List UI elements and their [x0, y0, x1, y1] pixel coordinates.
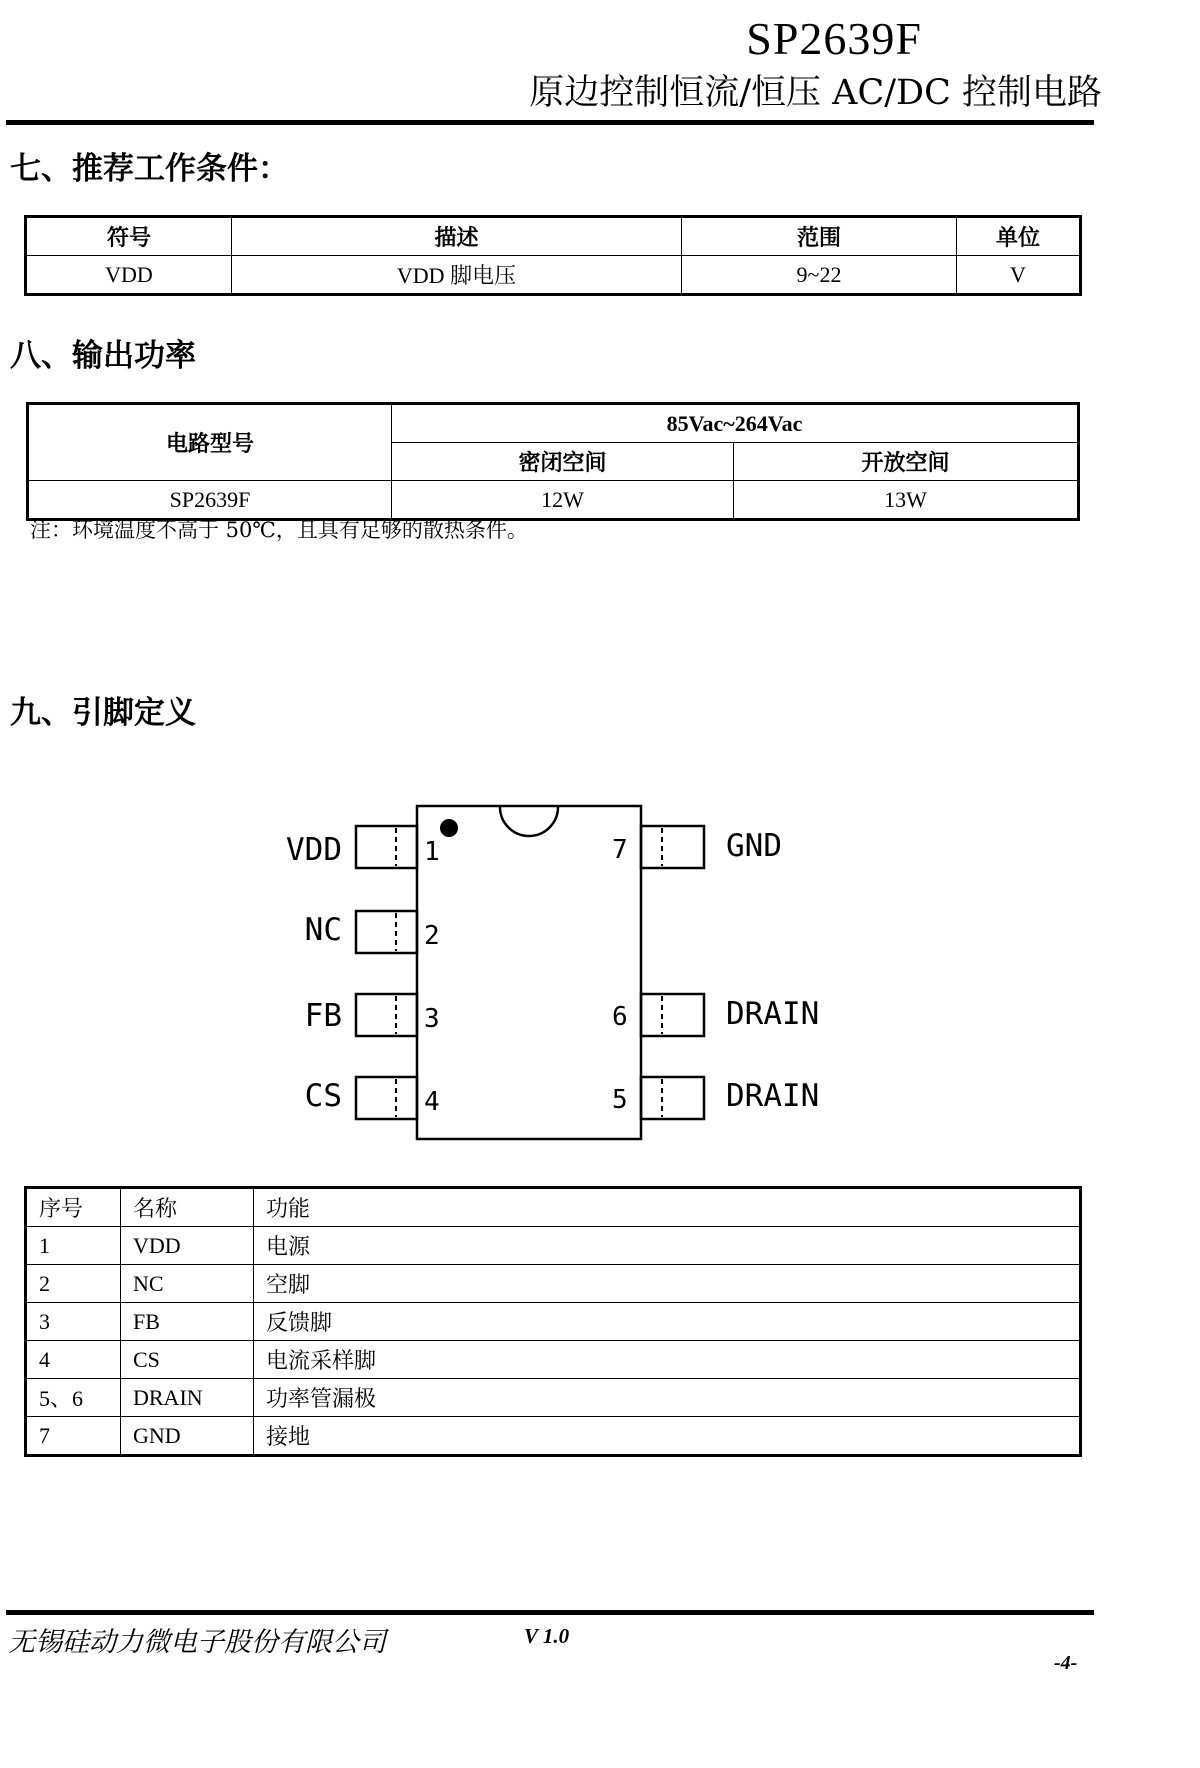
pin-number: 4	[424, 1087, 440, 1117]
table-cell: 功率管漏极	[254, 1379, 1081, 1417]
table-cell: 接地	[254, 1417, 1081, 1456]
table-cell: 4	[26, 1341, 121, 1379]
table-cell: 反馈脚	[254, 1303, 1081, 1341]
pin-name-label: NC	[304, 912, 342, 948]
pin-name-label: CS	[304, 1078, 342, 1114]
table-header-row	[26, 1188, 1081, 1227]
pin-number: 2	[424, 921, 440, 951]
header-cell: 符号	[26, 217, 232, 256]
table-cell: V	[957, 256, 1081, 295]
open-power-cell: 13W	[734, 481, 1079, 520]
table-row	[26, 1341, 1081, 1379]
pin-name-label: DRAIN	[726, 1078, 820, 1114]
model-cell: SP2639F	[28, 481, 392, 520]
table-cell: DRAIN	[121, 1379, 254, 1417]
version-label: V 1.0	[524, 1624, 570, 1648]
table-cell: 1	[26, 1227, 121, 1265]
table-cell: 空脚	[254, 1265, 1081, 1303]
pin-7-lead	[641, 826, 704, 868]
table-cell: 电源	[254, 1227, 1081, 1265]
table-cell: 2	[26, 1265, 121, 1303]
pin-name-label: VDD	[286, 832, 342, 868]
table-row	[26, 1303, 1081, 1341]
section-8-title: 八、输出功率	[10, 338, 196, 374]
page-number: -4-	[1054, 1652, 1078, 1674]
table-cell: FB	[121, 1303, 254, 1341]
table-row	[26, 1417, 1081, 1456]
package-notch	[500, 807, 558, 836]
voltage-range-cell: 85Vac~264Vac	[392, 404, 1079, 443]
table-cell: GND	[121, 1417, 254, 1456]
closed-power-cell: 12W	[392, 481, 734, 520]
thermal-note: 注：环境温度不高于 50℃，且具有足够的散热条件。	[30, 518, 528, 542]
pin-number: 3	[424, 1004, 440, 1034]
pin-number: 6	[612, 1002, 628, 1032]
header-cell: 名称	[121, 1188, 254, 1227]
section-9-title: 九、引脚定义	[10, 695, 196, 731]
table-cell: VDD	[121, 1227, 254, 1265]
table-cell: 9~22	[682, 256, 957, 295]
table-cell: CS	[121, 1341, 254, 1379]
header-cell: 描述	[232, 217, 682, 256]
table-row	[26, 1227, 1081, 1265]
model-header-cell: 电路型号	[28, 404, 392, 481]
table-cell: NC	[121, 1265, 254, 1303]
pin-number: 1	[424, 837, 440, 867]
pin-name-label: FB	[304, 998, 342, 1034]
pin-1-lead	[356, 826, 417, 868]
table-row	[26, 1265, 1081, 1303]
pin-number: 7	[612, 835, 628, 865]
table-cell: 3	[26, 1303, 121, 1341]
company-name: 无锡硅动力微电子股份有限公司	[8, 1627, 386, 1658]
section-7-title: 七、推荐工作条件：	[10, 151, 289, 187]
table-cell: 电流采样脚	[254, 1341, 1081, 1379]
table-cell: VDD	[26, 256, 232, 295]
pin-2-lead	[356, 911, 417, 953]
pin-4-lead	[356, 1077, 417, 1119]
part-number: SP2639F	[746, 13, 922, 64]
table-row	[26, 1379, 1081, 1417]
open-space-header: 开放空间	[734, 443, 1079, 481]
pin-6-lead	[641, 994, 704, 1036]
header-cell: 单位	[957, 217, 1081, 256]
pin-5-lead	[641, 1077, 704, 1119]
pin-name-label: DRAIN	[726, 996, 820, 1032]
pin1-marker-dot	[440, 819, 458, 837]
closed-space-header: 密闭空间	[392, 443, 734, 481]
header-cell: 序号	[26, 1188, 121, 1227]
header-cell: 功能	[254, 1188, 1081, 1227]
ic-package-body	[417, 806, 641, 1139]
header-cell: 范围	[682, 217, 957, 256]
document-subtitle: 原边控制恒流/恒压 AC/DC 控制电路	[529, 73, 1102, 113]
table-cell: 5、6	[26, 1379, 121, 1417]
table-cell: 7	[26, 1417, 121, 1456]
pin-3-lead	[356, 994, 417, 1036]
pin-name-label: GND	[726, 828, 782, 864]
pin-number: 5	[612, 1085, 628, 1115]
pin-function-table	[24, 1186, 1082, 1457]
footer-rule	[6, 1610, 1094, 1615]
table-cell: VDD 脚电压	[232, 256, 682, 295]
